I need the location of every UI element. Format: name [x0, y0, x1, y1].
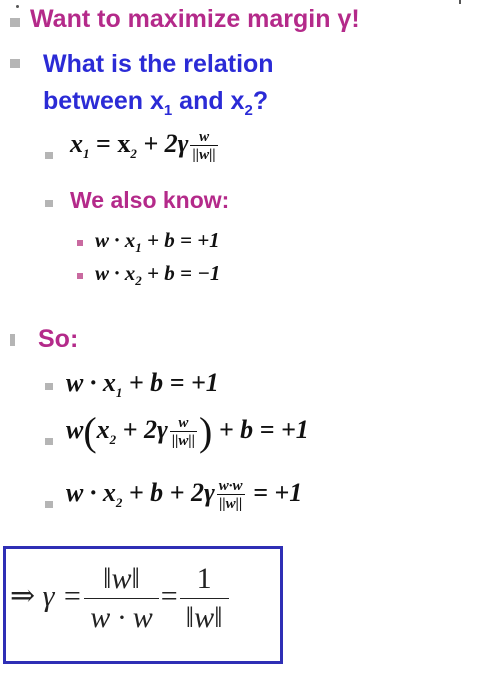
bullet-step-3 [45, 501, 53, 508]
result-equation: ⇒ γ = $\frac{‖w‖}{w \cdot w}$ = $\frac{1}{‖w‖}$ [10, 560, 231, 637]
bullet-also-know [45, 200, 53, 207]
known-equation-2: $w \cdot x_2 + b = -1$ [95, 261, 221, 289]
known-equation-1: $w \cdot x_1 + b = +1$ [95, 228, 220, 256]
bullet-1 [10, 18, 20, 27]
bullet-so [10, 334, 15, 346]
bullet-step-2 [45, 438, 53, 445]
bullet-known-1 [77, 240, 83, 246]
heading-so: So: [38, 325, 79, 353]
derivation-step-3: $w \cdot x_2 + b + 2\gamma$ $\frac{w\cdot w}{||w||}$ = +1 [66, 477, 303, 512]
bullet-known-2 [77, 273, 83, 279]
derivation-step-1: $w \cdot x_1 + b = +1$ [66, 368, 219, 401]
stray-tick [459, 0, 461, 4]
bullet-eq1 [45, 152, 53, 159]
heading-maximize-margin: Want to maximize margin γ! [30, 5, 360, 33]
stray-dot [16, 5, 19, 8]
bullet-step-1 [45, 383, 53, 390]
derivation-step-2: $w(x_2 + 2\gamma$ $\frac{w}{||w||}$ ) + b = +1 [66, 409, 309, 454]
bullet-2 [10, 59, 20, 68]
equation-x1-x2: $x_1 = x_2 + 2\gamma$ $\frac{w}{||w||}$ [70, 128, 216, 163]
subheading-also-know: We also know: [70, 187, 230, 213]
question-relation: What is the relation between $x_1$ and $x_2$? [43, 50, 274, 119]
